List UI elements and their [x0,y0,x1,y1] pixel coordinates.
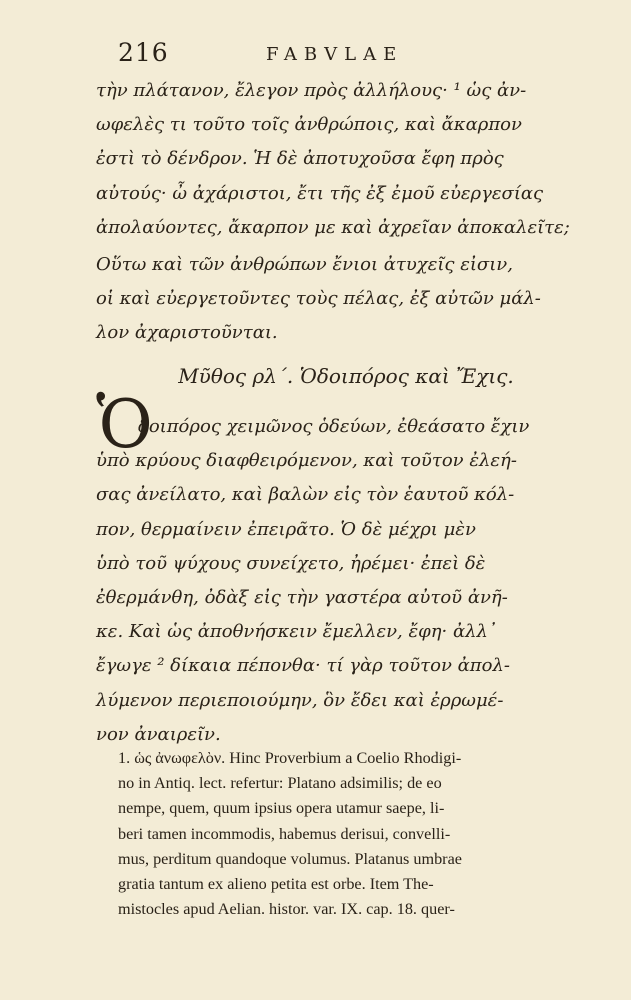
text-line: Οὕτω καὶ τῶν ἀνθρώπων ἔνιοι ἀτυχεῖς εἰσιν, [96,254,513,275]
footnote-line: nempe, quem, quum ipsius opera utamur saepe, li- [118,799,445,818]
text-line: τὴν πλάτανον, ἔλεγον πρὸς ἀλλήλους· ¹ ὡς ἀν- [96,80,527,101]
text-line: οἱ καὶ εὐεργετοῦντες τοὺς πέλας, ἐξ αὐτῶν μάλ- [96,288,541,310]
footnote-line: 1. ὡς ἀνωφελὸν. Hinc Proverbium a Coelio Rhodigi- [118,749,462,767]
paragraph-fable-text [96,410,596,752]
drop-cap: Ὁ [96,386,153,463]
text-line: δοιπόρος χειμῶνος ὁδεύων, ἐθεάσατο ἔχιν [138,416,530,437]
text-line: νον ἀναιρεῖν. [96,723,221,745]
paragraph-platanus-moral [96,74,596,245]
text-line: ἐστὶ τὸ δένδρον. Ἡ δὲ ἀποτυχοῦσα ἔφη πρὸς [96,148,504,170]
footnote-line: gratia tantum ex alieno petita est orbe. Item The- [118,875,434,894]
text-line: ὑπὸ κρύους διαφθειρόμενον, καὶ τοῦτον ἐλεή- [96,450,517,472]
fable-title: Μῦθος ρλ΄. Ὁδοιπόρος καὶ Ἔχις. [178,364,514,388]
footnote-line: mus, perditum quandoque volumus. Platanus umbrae [118,849,462,868]
footnote-line: beri tamen incommodis, habemus derisui, convelli- [118,824,451,843]
page-number: 216 [118,38,169,67]
footnote-line: no in Antiq. lect. refertur: Platano adsimilis; de eo [118,774,442,793]
text-line: ὑπὸ τοῦ ψύχους συνείχετο, ἠρέμει· ἐπεὶ δὲ [96,552,486,574]
text-line: λύμενον περιεποιούμην, ὃν ἔδει καὶ ἐρρωμέ- [96,689,504,711]
paragraph-moral [96,248,596,351]
footnotes [118,746,596,922]
text-line: αὐτούς· ὦ ἀχάριστοι, ἔτι τῆς ἐξ ἐμοῦ εὐεργεσίας [96,182,544,204]
text-line: κε. Καὶ ὡς ἀποθνήσκειν ἔμελλεν, ἔφη· ἀλλ᾽ [96,621,497,643]
footnote-line: mistocles apud Aelian. histor. var. IX. cap. 18. quer- [118,900,455,919]
text-line: ἀπολαύοντες, ἄκαρπον με καὶ ἀχρεῖαν ἀποκαλεῖτε; [96,216,570,238]
page-header [118,38,591,68]
text-line: ἐθερμάνθη, ὀδὰξ εἰς τὴν γαστέρα αὐτοῦ ἀνῆ- [96,587,508,609]
text-line: σας ἀνείλατο, καὶ βαλὼν εἰς τὸν ἑαυτοῦ κόλ- [96,484,515,506]
text-line: ωφελὲς τι τοῦτο τοῖς ἀνθρώποις, καὶ ἄκαρπον [96,114,522,136]
text-line: πον, θερμαίνειν ἐπειρᾶτο. Ὁ δὲ μέχρι μὲν [96,518,476,540]
running-head: FABVLAE [266,44,404,65]
text-line: λον ἀχαριστοῦνται. [96,322,278,344]
text-line: ἔγωγε ² δίκαια πέπονθα· τί γὰρ τοῦτον ἀπολ- [96,655,510,677]
